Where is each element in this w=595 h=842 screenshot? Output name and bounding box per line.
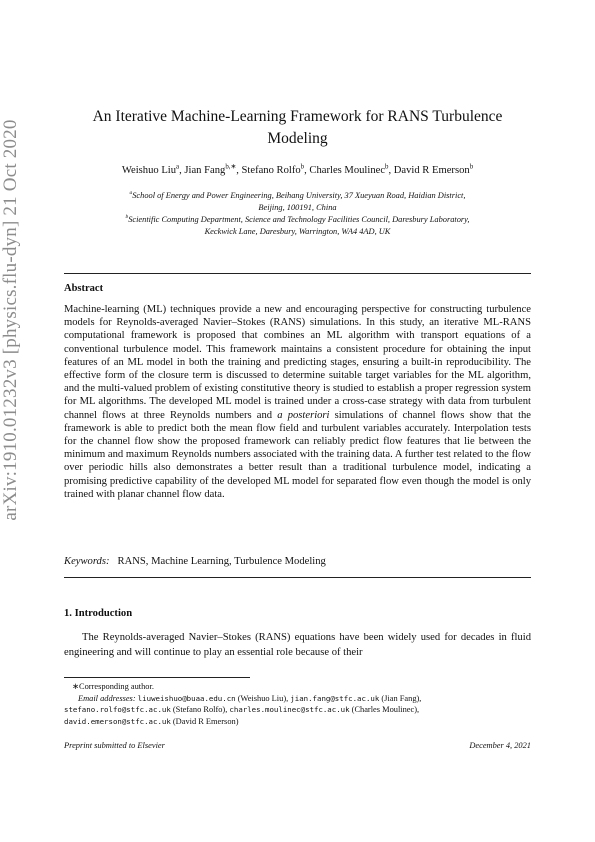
author-list: Weishuo Liu$^a$, Jian Fang$^{b,∗}$, Stefano Rolfo$^b$, Charles Moulinec$^b$, David R Emerson$^b$ xyxy=(121,163,474,176)
abstract-bottom-rule xyxy=(64,577,531,578)
footnote-emails-cont xyxy=(64,704,531,716)
paper-title-line-1: An Iterative Machine-Learning Framework for RANS Turbulence xyxy=(92,108,503,125)
keywords-value: RANS, Machine Learning, Turbulence Modeling xyxy=(117,556,326,567)
author-affil-mark: b xyxy=(469,163,474,171)
email-owner: (Weishuo Liu), xyxy=(237,693,289,703)
author-name: Weishuo Liu xyxy=(121,165,177,176)
abstract-heading: Abstract xyxy=(64,283,104,294)
footnote-emails xyxy=(64,693,531,705)
email-address: jian.fang@stfc.ac.uk xyxy=(290,693,380,703)
affiliation-list xyxy=(64,190,531,238)
author-affil-mark: b,∗ xyxy=(225,163,237,171)
footnote-corresponding: ∗Corresponding author. xyxy=(72,682,154,691)
affiliation xyxy=(64,190,531,213)
footnote-rule xyxy=(64,677,250,678)
email-address: stefano.rolfo@stfc.ac.uk xyxy=(64,705,171,715)
paper-title xyxy=(64,106,531,150)
affiliation-line: Beijing, 100191, China xyxy=(258,202,337,212)
footer-journal: Preprint submitted to Elsevier xyxy=(64,741,165,750)
email-address: david.emerson@stfc.ac.uk xyxy=(64,716,171,726)
abstract-body xyxy=(64,303,531,501)
affiliation-mark: b xyxy=(125,214,129,221)
email-owner: (Charles Moulinec), xyxy=(351,705,420,715)
email-label: Email addresses: xyxy=(78,693,136,703)
author-name: David R Emerson xyxy=(393,165,470,176)
keywords-label: Keywords: xyxy=(64,556,110,567)
page-footer xyxy=(64,741,531,750)
author-name: Jian Fang xyxy=(184,165,226,176)
footer-date: December 4, 2021 xyxy=(469,741,531,750)
footnotes xyxy=(64,681,531,727)
email-address: liuweishuo@buaa.edu.cn xyxy=(137,693,236,703)
author-affil-mark: b xyxy=(300,163,305,171)
affiliation-mark: a xyxy=(129,190,133,197)
abstract-italic-phrase: a posteriori xyxy=(277,409,330,421)
abstract-top-rule xyxy=(64,273,531,274)
email-address: charles.moulinec@stfc.ac.uk xyxy=(229,705,350,715)
email-owner: (David R Emerson) xyxy=(172,716,239,726)
introduction-paragraph: The Reynolds-averaged Navier–Stokes (RANS) equations have been widely used for decades in fluid engineering and will continue to play an essential role because of their xyxy=(64,632,531,658)
affiliation-line: Scientific Computing Department, Science and Technology Facilities Council, Daresbury Laboratory, xyxy=(128,215,470,225)
keywords xyxy=(64,556,326,567)
author-name: Stefano Rolfo xyxy=(241,165,301,176)
email-owner: (Jian Fang), xyxy=(381,693,422,703)
arxiv-sidebar-stamp: arXiv:1910.01232v3 [physics.flu-dyn] 21 Oct 2020 xyxy=(0,119,21,521)
affiliation xyxy=(64,214,531,237)
abstract-text-part: Machine-learning (ML) techniques provide a new and encouraging perspective for constructing turbulence models for Reynolds-averaged Navier–Stokes (RANS) simulations. In this study, an iterative ML-RANS computational framework is proposed that combines an ML algorithm with transport equations of a conventional turbulence model. This framework maintains a consistent procedure for obtaining the input features of an ML model in both the training and predicting stages, ensuring a built-in reproducibility. The effective form of the closure term is discussed to determine suitable target variables for the ML algorithm, and the multi-valued problem of existing constitutive theory is studied to establish a proper regression system for ML algorithms. The developed ML model is trained under a cross-case strategy with data from turbulent channel flows at three Reynolds numbers and xyxy=(64,304,531,421)
author-name: Charles Moulinec xyxy=(309,165,386,176)
section-heading-introduction: 1. Introduction xyxy=(64,608,133,619)
email-owner: (Stefano Rolfo), xyxy=(172,705,228,715)
abstract-text-part: simulations of channel flows show that the framework is able to predict both the mean flow field and turbulent variables accurately. Interpolation tests for the channel flow show the proposed framework can reliably predict flow features that lie between the minimum and maximum Reynolds numbers associated with the training data. A further test related to the flow over periodic hills also demonstrates a better result than a traditional turbulence model, indicating a promising predictive capability of the developed ML model for separated flow even though the model is only trained with planar channel flow data. xyxy=(64,409,532,500)
affiliation-line: School of Energy and Power Engineering, Beihang University, 37 Xueyuan Road, Haidian District, xyxy=(132,191,466,200)
paper-title-line-2: Modeling xyxy=(267,130,328,147)
affiliation-line: Keckwick Lane, Daresbury, Warrington, WA4 4AD, UK xyxy=(204,226,391,236)
author-affil-mark: a xyxy=(176,163,180,171)
footnote-emails-cont xyxy=(64,716,531,728)
author-affil-mark: b xyxy=(385,163,389,171)
